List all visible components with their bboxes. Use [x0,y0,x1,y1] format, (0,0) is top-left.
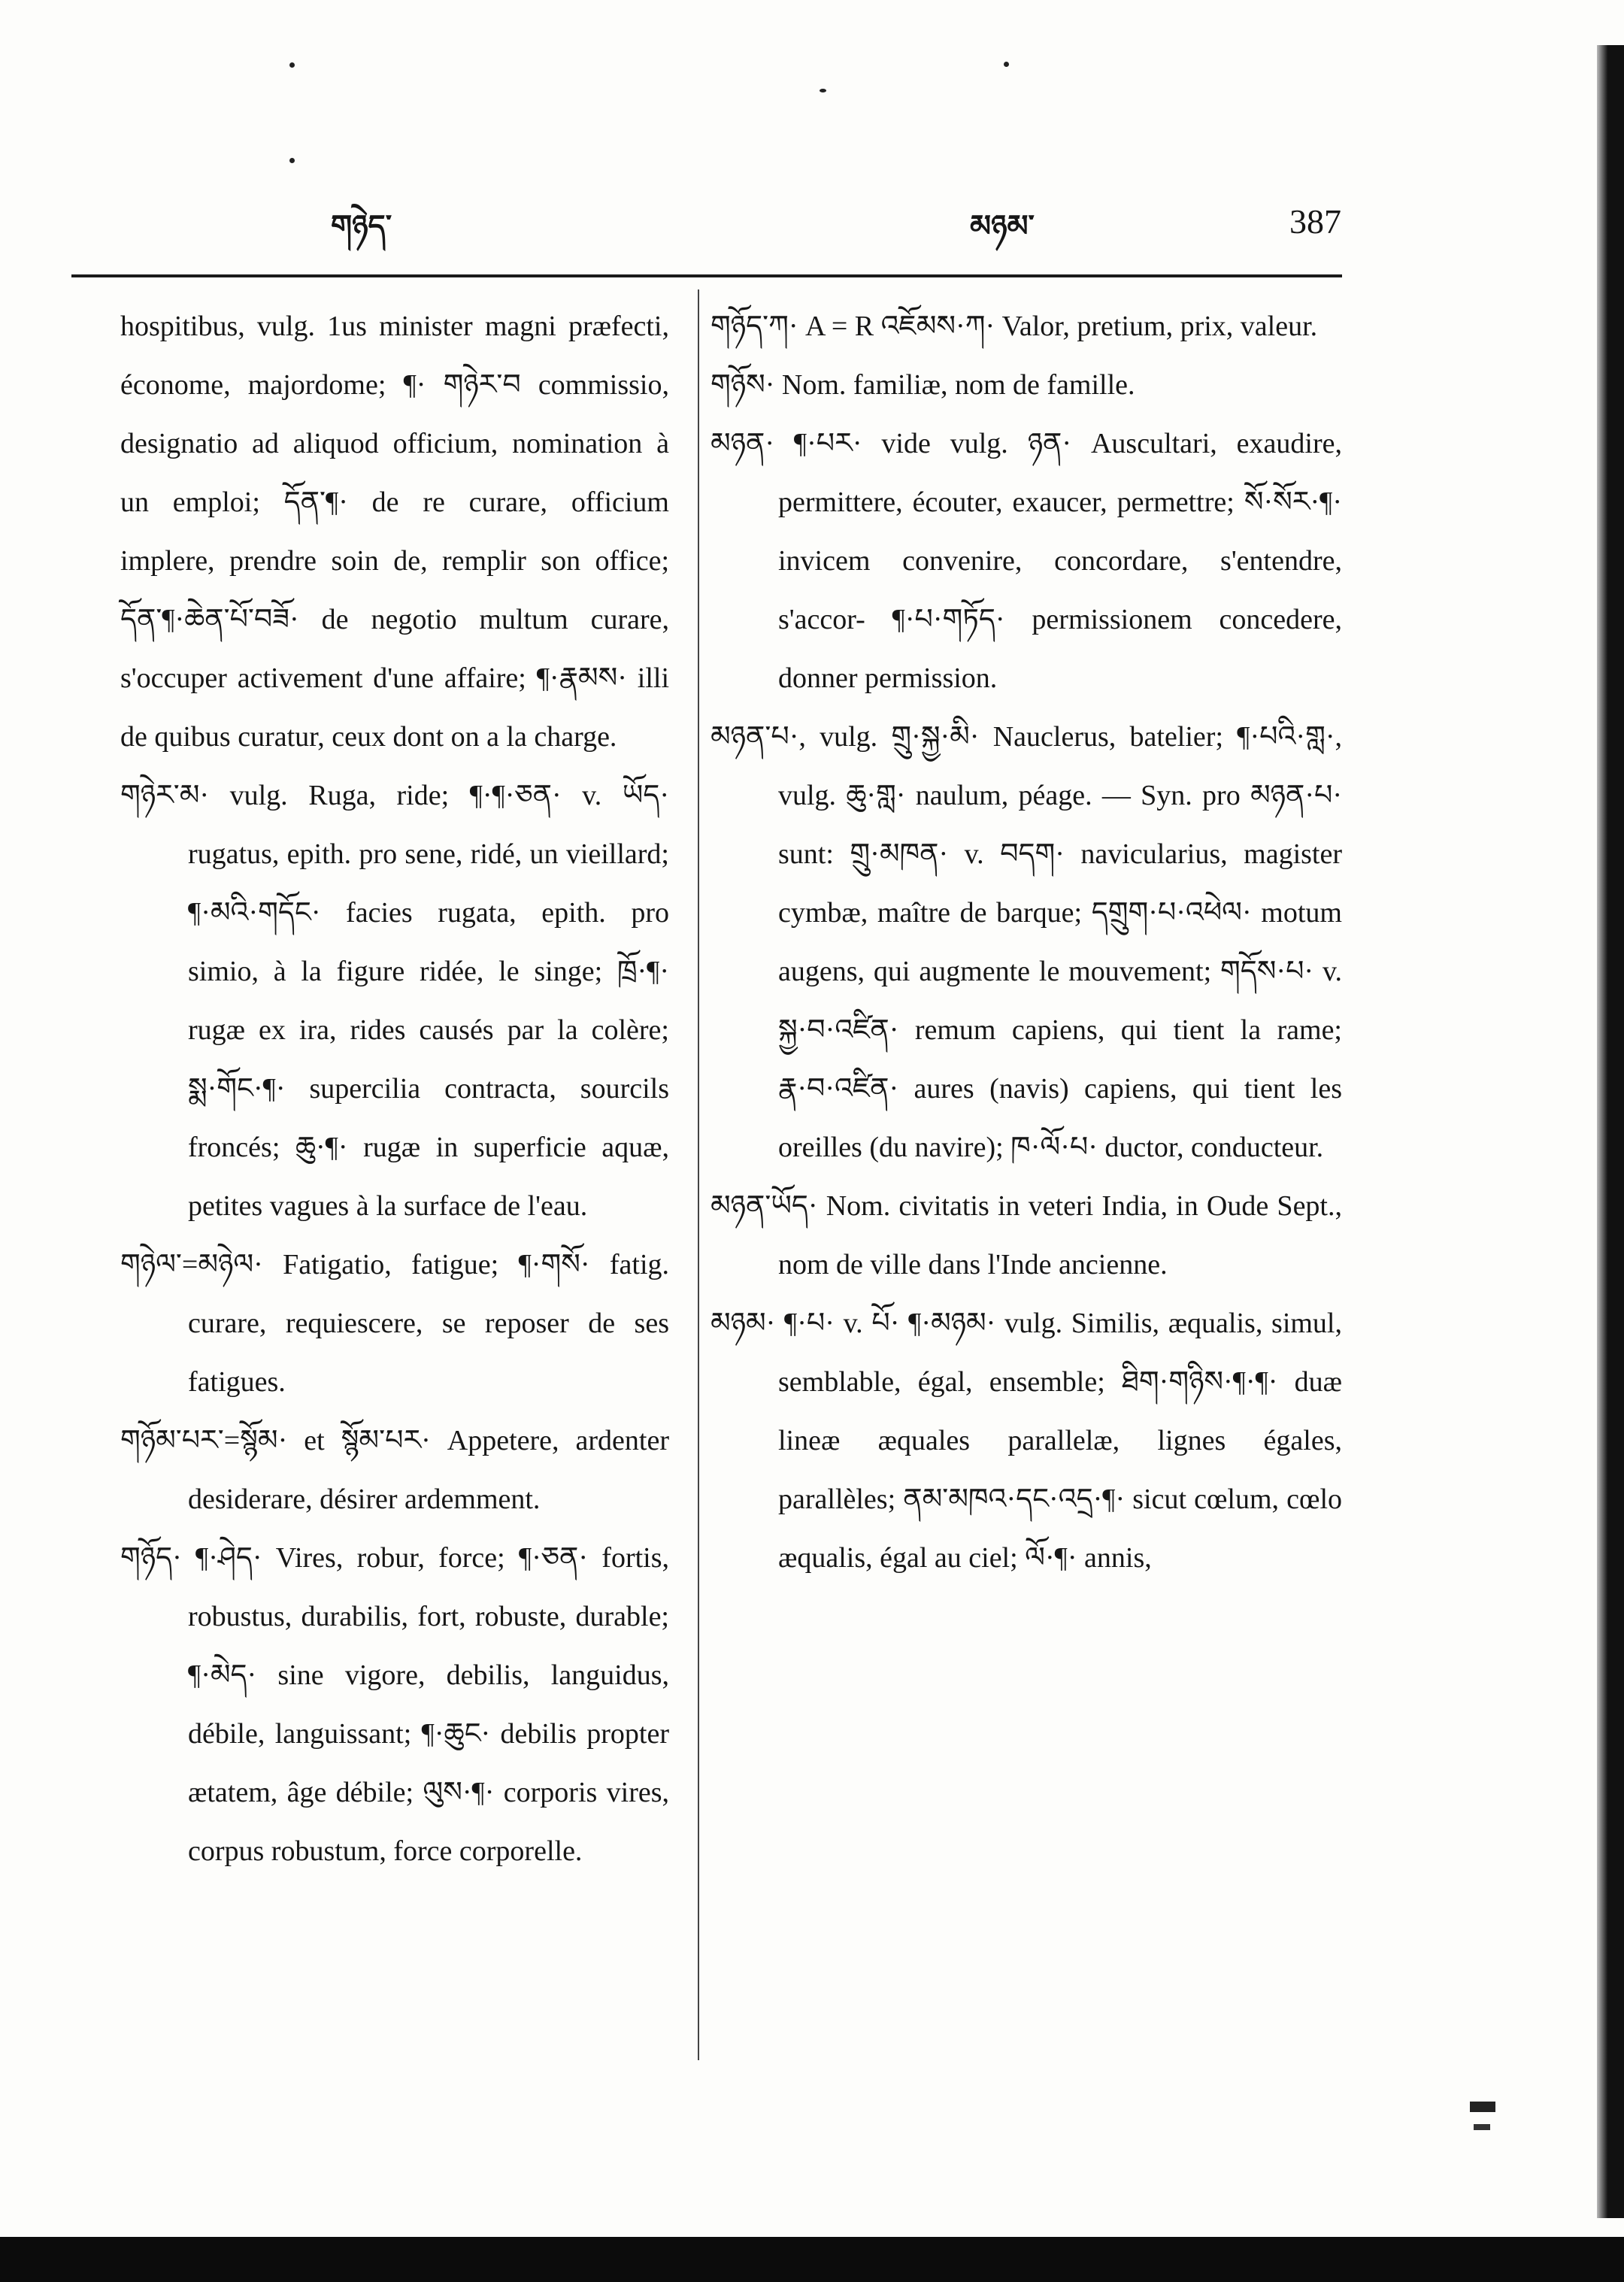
margin-mark [1470,2102,1495,2112]
left-column [120,297,669,1880]
dictionary-entry: མཉན· ¶·པར· vide vulg. ཉན· Auscultari, exaudire, permittere, écouter, exaucer, permettre; སོ·སོར·¶· invicem convenire, concordare, s'entendre, s'accor- ¶·པ·གཏོད· permissionem concedere, donner permission. [710,428,1342,694]
speck [289,158,295,163]
dictionary-entry: གཉོད· ¶·ཤེད· Vires, robur, force; ¶·ཅན· fortis, robustus, durabilis, fort, robuste, durable; ¶·མེད· sine vigore, debilis, languidus, débile, languissant; ¶·ཆུང· debilis propter ætatem, âge débile; ལུས·¶· corporis vires, corpus robustum, force corporelle. [120,1542,669,1867]
scan-bottom-edge [0,2237,1624,2282]
dictionary-entry: མཉམ· ¶·པ· v. པོ· ¶·མཉམ· vulg. Similis, æqualis, simul, semblable, égal, ensemble; ཐིག·གཉིས·¶·¶· duæ lineæ æquales parallelæ, lignes égales, parallèles; ནམ་མཁའ·དང·འདྲ·¶· sicut cœlum, cœlo æqualis, égal au ciel; ལོ·¶· annis, [710,1308,1342,1574]
dictionary-entry: གཉོད་ཀ· A = R འཇོམས·ཀ· Valor, pretium, prix, valeur. [710,311,1318,342]
book-binding-edge [1597,45,1624,2218]
running-title-right: མཉམ་ [970,209,1035,244]
page-number: 387 [1289,202,1341,241]
dictionary-entry: མཉན་ཡོད· Nom. civitatis in veteri India, in Oude Sept., nom de ville dans l'Inde ancienne. [710,1190,1342,1280]
dictionary-entry: གཉེར་མ· vulg. Ruga, ride; ¶·¶·ཅན· v. ཡོད· rugatus, epith. pro sene, ridé, un vieillard; ¶·མའི·གདོང· facies rugata, epith. pro simio, à la figure ridée, le singe; ཁྲོ·¶· rugæ ex ira, rides causés par la colère; སྨ·གོང·¶· supercilia contracta, sourcils froncés; ཆུ·¶· rugæ in superficie aquæ, petites vagues à la surface de l'eau. [120,780,669,1222]
speck [289,62,295,68]
dictionary-entry: hospitibus, vulg. 1us minister magni præfecti, économe, majordome; ¶· གཉེར་བ commissio, designatio ad aliquod officium, nomination à un emploi; དོན་¶· de re curare, officium implere, prendre soin de, remplir son office; དོན་¶·ཆེན་པོ་བཟོ· de negotio multum curare, s'occuper activement d'une affaire; ¶·རྣམས· illi de quibus curatur, ceux dont on a la charge. [120,311,669,753]
speck [1004,62,1009,67]
running-title-left: གཉེད་ [331,209,392,244]
dictionary-entry: གཉོམ་པར་=སྙོམ· et སྙོམ་པར· Appetere, ardenter desiderare, désirer ardemment. [120,1425,669,1515]
dictionary-entry: གཉེལ་=མཉེལ· Fatigatio, fatigue; ¶·གསོ· fatig. curare, requiescere, se reposer de ses fatigues. [120,1249,669,1398]
dictionary-entry: མཉན་པ·, vulg. གྲུ·སྐྱ·མི· Nauclerus, batelier; ¶·པའི·གླ·, vulg. ཆུ·གླ· naulum, péage. — Syn. pro མཉན·པ· sunt: གྲུ·མཁན· v. བདག· navicularius, magister cymbæ, maître de barque; དགྲུག·པ·འཕེལ· motum augens, qui augmente le mouvement; གདོས·པ· v. སྐྱ·བ·འཛིན· remum capiens, qui tient la rame; རྣ·བ·འཛིན· aures (navis) capiens, qui tient les oreilles (du navire); ཁ·ལོ·པ· ductor, conducteur. [710,721,1342,1163]
right-column [710,297,1342,1587]
speck [820,89,826,92]
margin-mark [1474,2124,1490,2130]
column-rule [698,289,699,2060]
dictionary-entry: གཉོས· Nom. familiæ, nom de famille. [710,369,1135,401]
header-rule [71,274,1342,277]
